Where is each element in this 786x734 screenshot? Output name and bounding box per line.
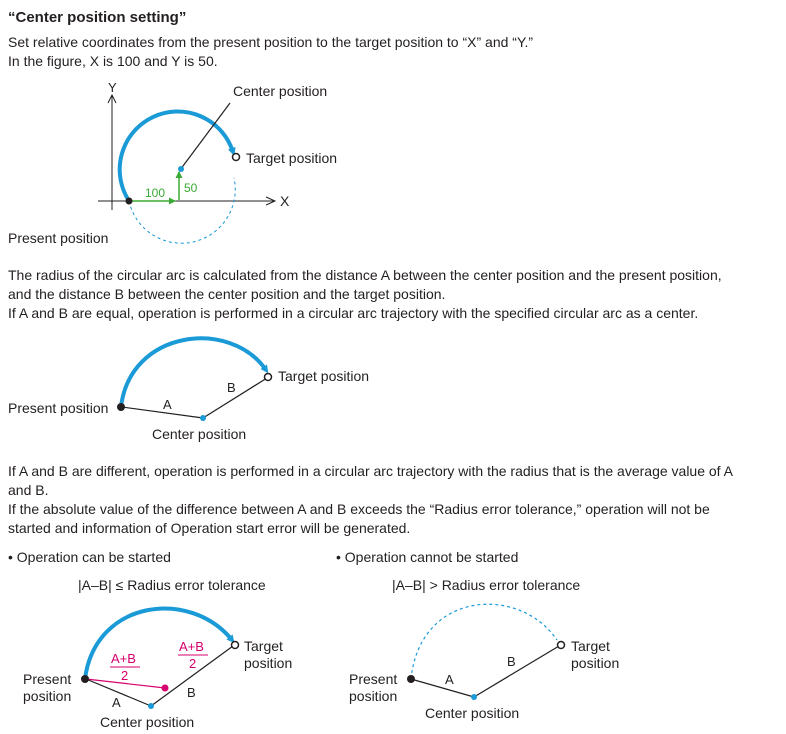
fig2-b-label: B (227, 380, 236, 395)
fig1-x-label: X (280, 193, 290, 209)
fig4-target-label-1: Target (571, 638, 610, 654)
intro-line-2: In the figure, X is 100 and Y is 50. (8, 53, 218, 69)
para3-line-1: If A and B are different, operation is performed in a circular arc trajectory with the radius that is the average value of A (8, 463, 734, 479)
fig3-present-point (81, 675, 89, 683)
fig3-frac1-den: 2 (121, 668, 129, 683)
fig3-center-point (148, 703, 154, 709)
para2-line-1: The radius of the circular arc is calculated from the distance A between the center position and the present position, (8, 267, 722, 283)
fig4-target-point (558, 642, 565, 649)
fig4-center-point (471, 694, 477, 700)
fig1-present-point (126, 198, 133, 205)
fig3-present-label-2: position (23, 688, 72, 704)
fig1-y-value: 50 (184, 181, 198, 195)
fig4-target-label-2: position (571, 655, 620, 671)
fig1-present-label: Present position (8, 230, 109, 246)
fig4-dashed-arc (411, 604, 557, 679)
para2-line-3: If A and B are equal, operation is performed in a circular arc trajectory with the specified circular arc as a center. (8, 305, 699, 321)
fig3-frac1-num: A+B (111, 651, 136, 666)
fig3-b-label: B (187, 685, 196, 700)
fig2-diagram (117, 338, 369, 421)
fig4-present-point (407, 675, 415, 683)
fig4-present-label-2: position (349, 688, 398, 704)
fig2-present-label: Present position (8, 400, 109, 416)
fig4-line-b (474, 646, 559, 697)
case-ok-condition: |A–B| ≤ Radius error tolerance (78, 577, 266, 593)
fig3-avg-point (162, 685, 169, 692)
fig2-target-label: Target position (278, 368, 370, 384)
fig4-b-label: B (507, 654, 516, 669)
fig1-center-point (178, 166, 184, 172)
fig1-center-label: Center position (233, 83, 328, 99)
fig3-target-label-1: Target (244, 638, 283, 654)
case-ok-bullet: • Operation can be started (8, 549, 171, 565)
fig2-present-point (117, 403, 125, 411)
fig4-diagram (407, 604, 565, 700)
para3-line-4: started and information of Operation start error will be generated. (8, 520, 411, 536)
fig3-diagram (81, 609, 239, 710)
fig2-center-point (200, 415, 206, 421)
fig3-a-label: A (112, 695, 121, 710)
case-ng-condition: |A–B| > Radius error tolerance (392, 577, 581, 593)
fig4-a-label: A (445, 672, 454, 687)
fig2-target-point (265, 374, 272, 381)
fig1-diagram (98, 80, 337, 243)
fig3-frac2-den: 2 (189, 656, 197, 671)
fig1-target-label: Target position (246, 150, 338, 166)
fig3-center-label: Center position (100, 714, 195, 730)
page-title: “Center position setting” (8, 9, 187, 26)
fig3-frac2-num: A+B (179, 639, 204, 654)
fig1-target-point (233, 154, 240, 161)
fig3-target-point (232, 642, 239, 649)
fig1-y-label: Y (108, 80, 117, 95)
fig1-trajectory-arc (120, 112, 233, 201)
fig3-present-label-1: Present (23, 671, 72, 687)
fig4-center-label: Center position (425, 705, 520, 721)
intro-line-1: Set relative coordinates from the present position to the target position to “X” and “Y.” (8, 34, 534, 50)
para3-line-2: and B. (8, 482, 49, 498)
fig3-trajectory-arc (85, 609, 232, 679)
fig4-present-label-1: Present (349, 671, 398, 687)
fig4-line-a (411, 679, 474, 697)
fig2-a-label: A (163, 397, 172, 412)
para2-line-2: and the distance B between the center position and the target position. (8, 286, 446, 302)
case-ng-bullet: • Operation cannot be started (336, 549, 519, 565)
fig3-target-label-2: position (244, 655, 293, 671)
fig2-trajectory-arc (121, 338, 266, 407)
fig1-x-value: 100 (145, 186, 166, 200)
fig2-center-label: Center position (152, 426, 247, 442)
para3-line-3: If the absolute value of the difference between A and B exceeds the “Radius error tolerance,” operation will not be (8, 501, 710, 517)
